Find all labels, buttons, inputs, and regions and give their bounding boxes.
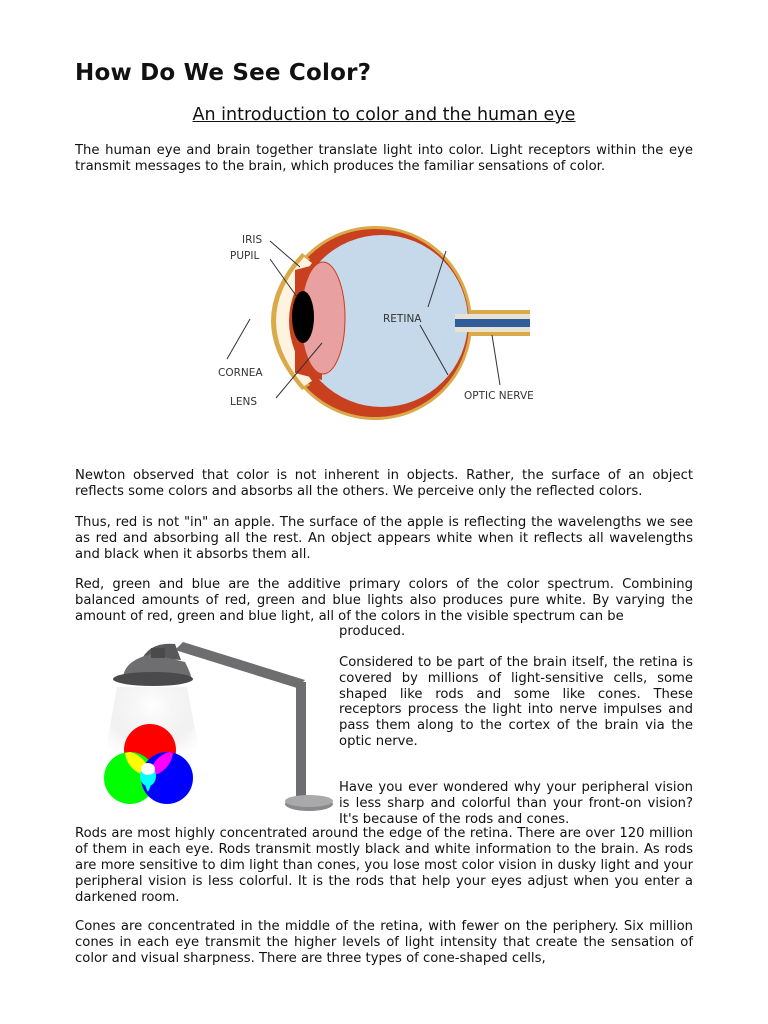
retina-paragraph: Considered to be part of the brain itself, the retina is covered by millions of light-sensitive cells, some shaped like rods and some like cones. These receptors process the light into nerve impulses and pass them along to the cortex of the brain via the optic nerve. [339, 655, 693, 749]
lamp-base-top [285, 795, 333, 807]
white-overlap [141, 763, 155, 775]
optic-nerve-entry-core [455, 319, 473, 327]
apple-paragraph: Thus, red is not "in" an apple. The surface of the apple is reflecting the wavelengths we see as red and absorbing all the rest. An object appears white when it reflects all wavelengths and black when it absorbs them all. [75, 515, 693, 562]
rgb-lamp-illustration [95, 632, 335, 817]
newton-paragraph: Newton observed that color is not inherent in objects. Rather, the surface of an object reflects some colors and absorbs all the others. We perceive only the reflected colors. [75, 468, 693, 499]
page-title: How Do We See Color? [75, 60, 372, 86]
intro-paragraph: The human eye and brain together translate light into color. Light receptors within the eye transmit messages to the brain, which produces the familiar sensations of color. [75, 143, 693, 174]
pupil [292, 291, 314, 343]
lamp-head-rim [113, 672, 193, 686]
iris-label: IRIS [242, 234, 263, 246]
lens-label: LENS [230, 396, 258, 408]
eye-diagram [200, 215, 570, 420]
rods-paragraph: Rods are most highly concentrated around the edge of the retina. There are over 120 million of them in each eye. Rods transmit mostly black and white information to the brain. As rods are more sensitive to dim light than cones, you lose most color vision in dusky light and your peripheral vision is less colorful. It is the rods that help your eyes adjust when you enter a darkened room. [75, 826, 693, 905]
lamp-arm [175, 642, 305, 688]
lamp-pole [296, 682, 306, 797]
page-subtitle: An introduction to color and the human eye [192, 105, 576, 125]
retina-label: RETINA [383, 313, 422, 325]
pupil-label: PUPIL [230, 250, 260, 262]
peripheral-paragraph: Have you ever wondered why your peripheral vision is less sharp and colorful than your front-on vision? It's because of the rods and cones. [339, 780, 693, 827]
cornea-label: CORNEA [218, 367, 263, 379]
cones-paragraph: Cones are concentrated in the middle of the retina, with fewer on the periphery. Six million cones in each eye transmit the higher levels of light intensity that create the sensation of color and visual sharpness. There are three types of cone-shaped cells, [75, 919, 693, 966]
additive-paragraph: Red, green and blue are the additive primary colors of the color spectrum. Combining balanced amounts of red, green and blue lights also produces pure white. By varying the amount of red, green and blue light, all of the colors in the visible spectrum can be [75, 577, 693, 624]
optic-nerve-label: OPTIC NERVE [464, 390, 534, 402]
lamp-knob [151, 648, 165, 658]
additive-paragraph-end: produced. [339, 624, 406, 639]
